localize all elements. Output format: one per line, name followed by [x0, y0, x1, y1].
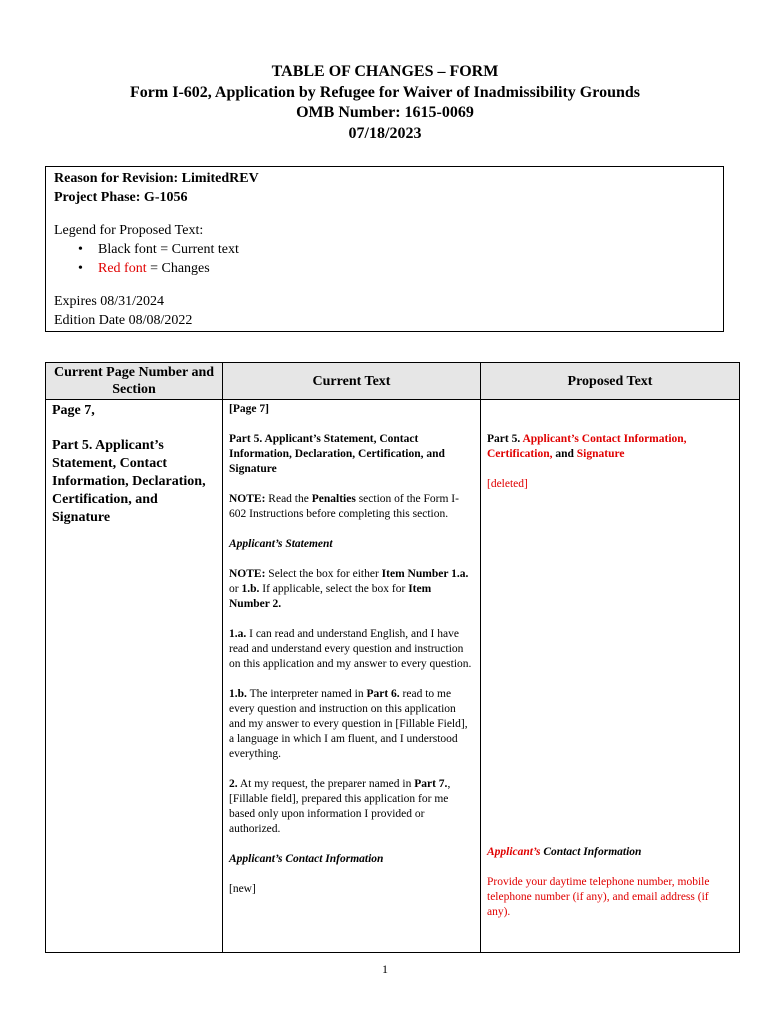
current-note: NOTE: Read the Penalties section of the Form I-602 Instructions before completing this section.	[229, 493, 459, 520]
proposed-contact-heading: Applicant’s Contact Information	[487, 846, 642, 858]
current-item-1b: 1.b. The interpreter named in Part 6. read to me every question and instruction on this application and my answer to every question in [Fillable Field], a language in which I am fluent, and I understood everything.	[229, 688, 468, 760]
current-item-2: 2. At my request, the preparer named in Part 7., [Fillable field], prepared this application for me based only upon information I provided or authorized.	[229, 778, 451, 835]
current-contact-heading: Applicant’s Contact Information	[229, 853, 384, 865]
expires-date: Expires 08/31/2024	[54, 294, 165, 309]
document-header	[0, 62, 770, 144]
header-title: TABLE OF CHANGES – FORM	[271, 63, 499, 80]
legend-list	[74, 240, 715, 278]
header-current-page-section: Current Page Number and Section	[46, 363, 223, 400]
current-statement-heading: Applicant’s Statement	[229, 538, 333, 550]
page-number: 1	[382, 962, 388, 976]
changes-table	[45, 362, 740, 953]
current-part-title: Part 5. Applicant’s Statement, Contact Information, Declaration, Certification, and Signature	[229, 433, 445, 475]
reason-for-revision: Reason for Revision: LimitedREV	[54, 171, 259, 186]
current-new-tag: [new]	[229, 883, 256, 895]
legend-red-rest: = Changes	[146, 261, 210, 276]
section-part: Part 5. Applicant’s Statement, Contact Information, Declaration, Certification, and Signature	[52, 438, 206, 525]
legend-red-label: Red font	[98, 261, 147, 276]
section-cell	[46, 400, 223, 953]
proposed-text-cell	[481, 400, 740, 953]
header-date: 07/18/2023	[348, 124, 422, 142]
table-header-row	[46, 363, 740, 400]
current-item-1a: 1.a. I can read and understand English, and I have read and understand every question and instruction on this application and my answer to every question.	[229, 628, 472, 670]
header-current-text: Current Text	[223, 363, 481, 400]
section-page: Page 7,	[52, 403, 95, 418]
current-page-tag: [Page 7]	[229, 403, 269, 415]
current-text-cell	[223, 400, 481, 953]
edition-date: Edition Date 08/08/2022	[54, 313, 193, 328]
legend-item-red	[74, 259, 715, 278]
header-omb-number: OMB Number: 1615-0069	[296, 104, 474, 121]
project-phase: Project Phase: G-1056	[54, 190, 188, 205]
legend-item-black: • Black font = Current text	[74, 240, 715, 259]
header-form-name: Form I-602, Application by Refugee for Waiver of Inadmissibility Grounds	[130, 83, 640, 101]
proposed-phone-text: Provide your daytime telephone number, mobile telephone number (if any), and email address (if any).	[487, 876, 710, 918]
legend-title: Legend for Proposed Text:	[54, 223, 204, 238]
proposed-part-title: Part 5. Applicant’s Contact Information, Certification, and Signature	[487, 433, 687, 460]
current-note-2: NOTE: Select the box for either Item Number 1.a. or 1.b. If applicable, select the box for Item Number 2.	[229, 568, 469, 610]
proposed-deleted-tag: [deleted]	[487, 478, 528, 490]
table-row	[46, 400, 740, 953]
header-proposed-text: Proposed Text	[481, 363, 740, 400]
revision-info-box	[45, 166, 724, 332]
